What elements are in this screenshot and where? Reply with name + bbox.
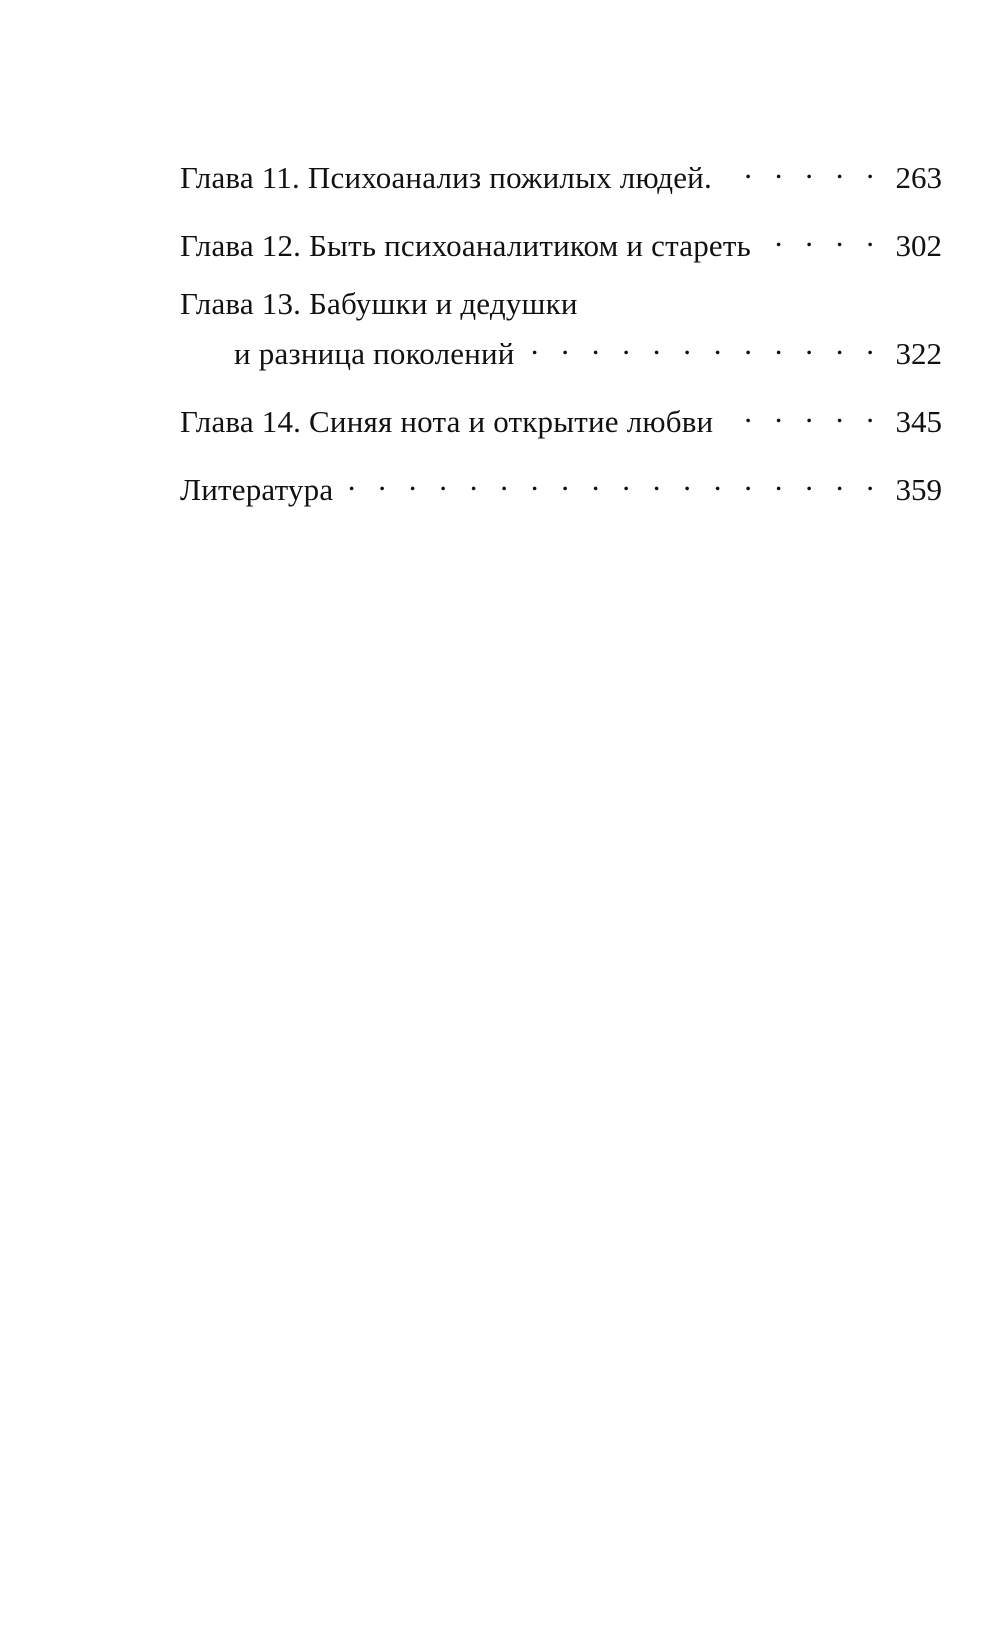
dot-leader <box>759 216 882 256</box>
toc-entry-page: 345 <box>895 404 942 439</box>
toc-entry-title: Глава 11. Психоанализ пожилых людей. <box>180 160 712 195</box>
toc-entry-page: 302 <box>895 228 942 263</box>
toc-entry-title: Глава 13. Бабушки и дедушки <box>180 286 578 321</box>
toc-entry-title: Глава 12. Быть психоаналитиком и стареть <box>180 228 751 263</box>
toc-entry-chapter-13 <box>180 284 942 371</box>
toc-entry-chapter-12 <box>180 216 942 263</box>
toc-entry-page: 359 <box>895 472 942 507</box>
toc-entry-page: 322 <box>895 336 942 371</box>
table-of-contents <box>180 148 942 528</box>
toc-entry-title-continuation: и разница поколений <box>234 336 515 371</box>
toc-entry-page: 263 <box>895 160 942 195</box>
dot-leader <box>721 392 881 432</box>
dot-leader <box>720 148 882 188</box>
toc-entry-chapter-14 <box>180 392 942 439</box>
toc-entry-literature <box>180 460 942 507</box>
dot-leader <box>341 460 881 500</box>
toc-entry-title: Литература <box>180 472 334 507</box>
dot-leader <box>523 324 882 364</box>
toc-entry-chapter-11 <box>180 148 942 195</box>
toc-entry-title: Глава 14. Синяя нота и открытие любви <box>180 404 714 439</box>
